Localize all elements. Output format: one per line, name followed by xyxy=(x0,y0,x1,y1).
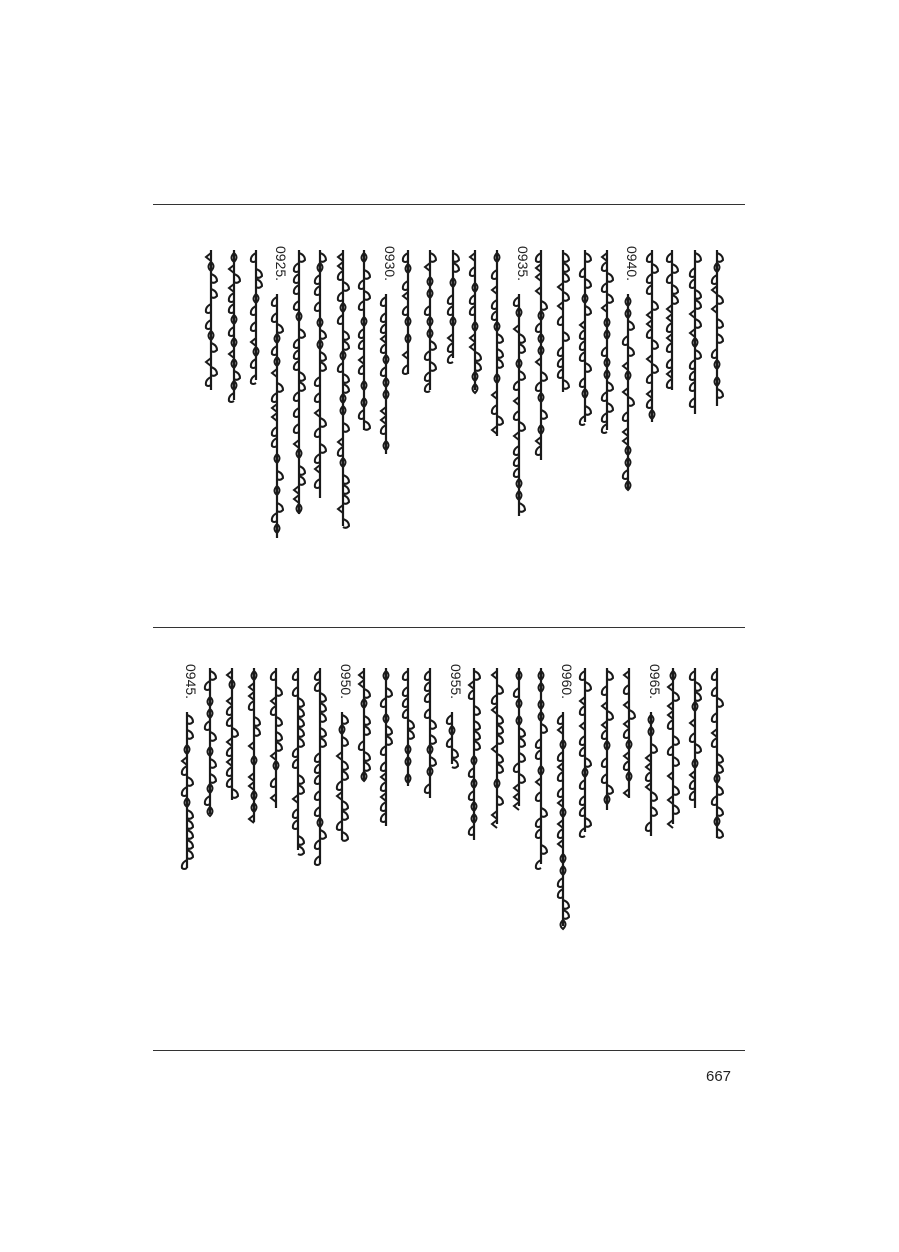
top-rule xyxy=(153,204,745,205)
upper-script-glyphs xyxy=(423,250,437,390)
lower-script-glyphs xyxy=(512,668,526,806)
lower-script-glyphs xyxy=(534,668,548,864)
upper-script-glyphs xyxy=(645,250,659,422)
upper-script-glyphs xyxy=(357,250,371,430)
upper-script-glyphs xyxy=(621,294,635,490)
lower-script-glyphs xyxy=(313,668,327,864)
middle-rule xyxy=(153,627,745,628)
lower-line-mark: 0960. xyxy=(559,664,575,700)
page-number: 667 xyxy=(706,1068,732,1085)
lower-script-glyphs xyxy=(622,668,636,798)
lower-script-glyphs xyxy=(180,712,194,868)
bottom-rule xyxy=(153,1050,745,1051)
upper-script-glyphs xyxy=(512,294,526,516)
upper-line-mark: 0940. xyxy=(624,246,640,282)
upper-script-glyphs xyxy=(556,250,570,392)
lower-script-glyphs xyxy=(357,668,371,780)
lower-script-glyphs xyxy=(335,712,349,840)
lower-script-glyphs xyxy=(291,668,305,850)
upper-script-glyphs xyxy=(270,294,284,538)
upper-script-glyphs xyxy=(665,250,679,390)
lower-script-glyphs xyxy=(247,668,261,822)
lower-script-glyphs xyxy=(467,668,481,840)
lower-line-mark: 0950. xyxy=(338,664,354,700)
upper-line-mark: 0935. xyxy=(515,246,531,282)
upper-script-glyphs xyxy=(249,250,263,380)
lower-script-glyphs xyxy=(666,668,680,824)
upper-script-glyphs xyxy=(468,250,482,390)
lower-script-glyphs xyxy=(203,668,217,814)
upper-script-glyphs xyxy=(446,250,460,358)
upper-script-glyphs xyxy=(688,250,702,414)
lower-script-glyphs xyxy=(578,668,592,832)
lower-script-glyphs xyxy=(379,668,393,826)
lower-script-glyphs xyxy=(423,668,437,798)
upper-script-glyphs xyxy=(710,250,724,406)
lower-script-glyphs xyxy=(688,668,702,808)
lower-script-glyphs xyxy=(490,668,504,824)
upper-script-glyphs xyxy=(292,250,306,514)
upper-script-glyphs xyxy=(313,250,327,498)
lower-script-glyphs xyxy=(556,712,570,926)
lower-script-glyphs xyxy=(401,668,415,786)
upper-script-glyphs xyxy=(534,250,548,460)
lower-line-mark: 0945. xyxy=(183,664,199,700)
upper-script-glyphs xyxy=(379,294,393,454)
upper-script-glyphs xyxy=(578,250,592,422)
lower-script-glyphs xyxy=(225,668,239,800)
lower-script-glyphs xyxy=(445,712,459,764)
lower-script-glyphs xyxy=(644,712,658,836)
lower-line-mark: 0955. xyxy=(448,664,464,700)
upper-script-glyphs xyxy=(490,250,504,436)
upper-script-glyphs xyxy=(227,250,241,400)
lower-script-glyphs xyxy=(710,668,724,838)
upper-script-glyphs xyxy=(336,250,350,526)
upper-line-mark: 0925. xyxy=(273,246,289,282)
upper-line-mark: 0930. xyxy=(382,246,398,282)
lower-script-glyphs xyxy=(600,668,614,810)
upper-script-glyphs xyxy=(401,250,415,374)
lower-script-glyphs xyxy=(269,668,283,808)
upper-script-glyphs xyxy=(600,250,614,430)
upper-script-glyphs xyxy=(204,250,218,390)
lower-line-mark: 0965. xyxy=(647,664,663,700)
